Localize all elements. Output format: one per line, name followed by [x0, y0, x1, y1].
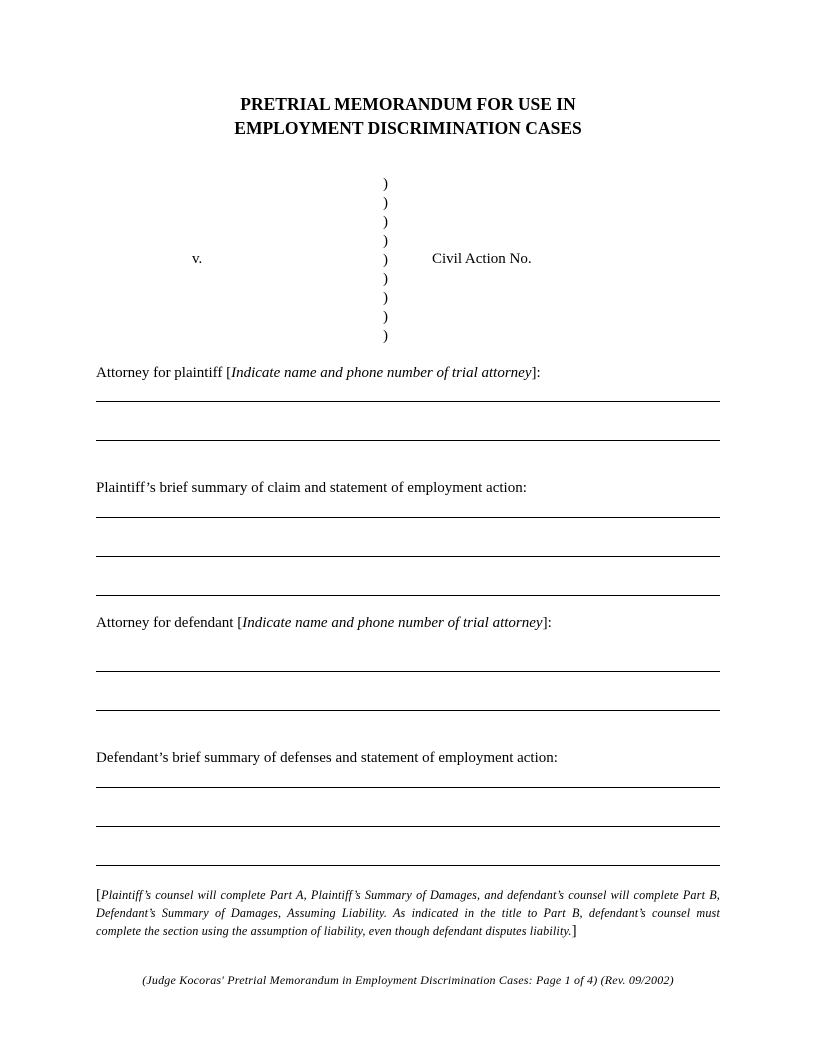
plaintiff-attorney-prefix: Attorney for plaintiff [: [96, 365, 232, 381]
defendant-attorney-prefix: Attorney for defendant [: [96, 615, 243, 631]
defendant-attorney-line[interactable]: [96, 671, 720, 672]
caption-paren: ): [383, 290, 388, 306]
note-close-bracket: ]: [571, 923, 577, 939]
caption-paren: ): [383, 214, 388, 230]
defendant-attorney-instruction: Indicate name and phone number of trial attorney: [242, 615, 543, 631]
plaintiff-summary-line[interactable]: [96, 595, 720, 596]
instruction-note: [96, 886, 720, 940]
civil-action-label: Civil Action No.: [432, 251, 532, 267]
plaintiff-attorney-label: [96, 365, 541, 382]
plaintiff-summary-line[interactable]: [96, 517, 720, 518]
plaintiff-attorney-instruction: Indicate name and phone number of trial attorney: [231, 365, 532, 381]
defendant-attorney-suffix: ]:: [542, 615, 552, 631]
defendant-summary-line[interactable]: [96, 826, 720, 827]
document-title-line-2: EMPLOYMENT DISCRIMINATION CASES: [234, 118, 582, 138]
caption-paren: ): [383, 195, 388, 211]
plaintiff-attorney-line[interactable]: [96, 401, 720, 402]
plaintiff-summary-label: Plaintiff’s brief summary of claim and statement of employment action:: [96, 480, 527, 496]
caption-paren: ): [383, 328, 388, 344]
defendant-summary-line[interactable]: [96, 865, 720, 866]
caption-paren: ): [383, 176, 388, 192]
note-text: Plaintiff’s counsel will complete Part A, Plaintiff’s Summary of Damages, and defendant’s counsel will complete Part B, Defendant’s Summary of Damages, Assuming Liability. As indicated in the title to Part B, defendant’s counsel must complete the section using the assumption of liability, even though defendant disputes liability.: [96, 888, 720, 938]
caption-paren: ): [383, 233, 388, 249]
plaintiff-attorney-line[interactable]: [96, 440, 720, 441]
caption-paren: ): [383, 271, 388, 287]
defendant-attorney-label: [96, 615, 552, 632]
plaintiff-summary-line[interactable]: [96, 556, 720, 557]
page-footer: (Judge Kocoras' Pretrial Memorandum in Employment Discrimination Cases: Page 1 of 4) (Rev. 09/2002): [142, 973, 674, 987]
defendant-summary-line[interactable]: [96, 787, 720, 788]
document-title-line-1: PRETRIAL MEMORANDUM FOR USE IN: [240, 94, 576, 114]
note-open-bracket: [: [96, 887, 102, 903]
caption-versus: v.: [192, 251, 203, 267]
caption-paren: ): [383, 309, 388, 325]
caption-paren: ): [383, 252, 388, 268]
defendant-summary-label: Defendant’s brief summary of defenses and statement of employment action:: [96, 750, 558, 766]
plaintiff-attorney-suffix: ]:: [531, 365, 541, 381]
defendant-attorney-line[interactable]: [96, 710, 720, 711]
